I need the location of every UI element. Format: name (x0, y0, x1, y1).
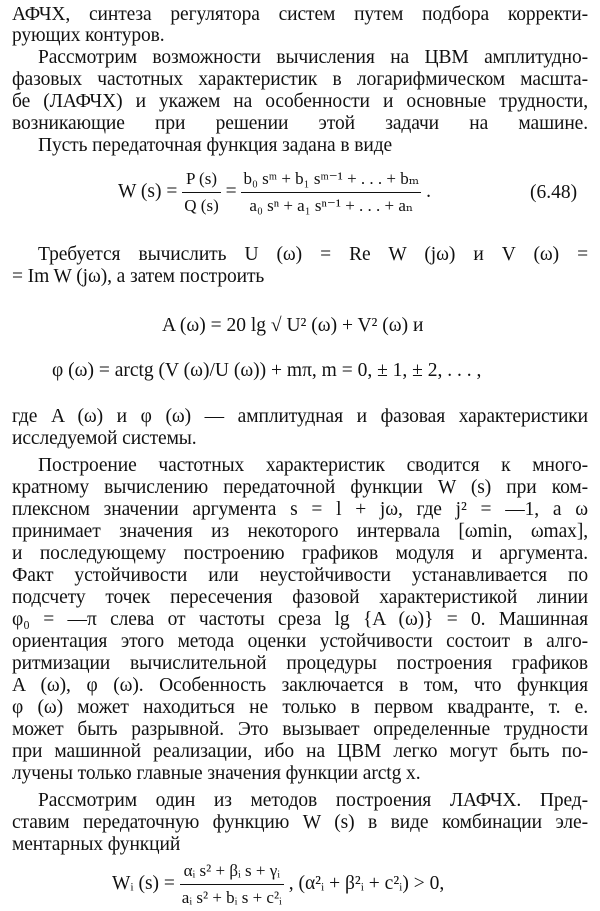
fraction-p-over-q (182, 168, 220, 217)
fraction-numerator: b₀ sᵐ + b₁ sᵐ⁻¹ + . . . + bₘ (241, 168, 421, 193)
text-line: и последующему построению графиков модуля и аргумента. (12, 543, 588, 564)
text-line: Рассмотрим возможности вычисления на ЦВМ амплитудно- (38, 47, 588, 68)
text-line: ставим передаточную функцию W (s) в виде комбинации эле- (12, 812, 588, 833)
fraction-numerator: P (s) (182, 168, 220, 193)
fraction-denominator: aᵢ s² + bᵢ s + c²ᵢ (181, 888, 282, 907)
text-line: возникающие при решении этой задачи на машине. (12, 113, 588, 134)
eq-lhs: Wᵢ (s) = (112, 872, 175, 894)
text-line: φ (ω) может находиться не только в первом квадранте, т. е. (12, 697, 588, 718)
equation-number: (6.48) (530, 182, 578, 203)
text-line: ментарных функций (12, 834, 181, 855)
eq-period: . (426, 180, 431, 202)
text-line: лучены только главные значения функции arctg x. (12, 763, 421, 784)
text-line: Факт устойчивости или неустойчивости устанавливается по (12, 565, 588, 586)
text-line: φ₀ = —π слева от частоты среза lg {A (ω)} = 0. Машинная (12, 609, 588, 630)
eq-equals: = (225, 180, 237, 202)
text-line: Пусть передаточная функция задана в виде (38, 135, 393, 156)
text-line: Построение частотных характеристик сводится к много- (38, 455, 588, 476)
positivity-condition: , (α²ᵢ + β²ᵢ + c²ᵢ) > 0, (288, 872, 445, 894)
fraction-denominator: Q (s) (184, 196, 219, 215)
text-line: рующих контуров. (12, 25, 165, 46)
text-line: бе (ЛАФЧХ) и укажем на особенности и основные трудности, (12, 91, 588, 112)
phase-formula: φ (ω) = arctg (V (ω)/U (ω)) + mπ, m = 0, ± 1, ± 2, . . . , (52, 360, 482, 381)
text-line: Требуется вычислить U (ω) = Re W (jω) и V (ω) = (38, 244, 588, 265)
text-line: АФЧХ, синтеза регулятора систем путем подбора корректи- (12, 4, 588, 25)
text-line: = Im W (jω), а затем построить (12, 266, 265, 287)
equation-6-48 (118, 168, 431, 217)
text-line: Рассмотрим один из методов построения ЛАФЧХ. Пред- (38, 790, 588, 811)
fraction-numerator: αᵢ s² + βᵢ s + γᵢ (180, 860, 284, 885)
eq-lhs: W (s) = (118, 180, 178, 202)
wi-formula (112, 860, 444, 909)
text-line: может быть разрывной. Это вызывает определенные трудности (12, 719, 588, 740)
text-line: принимает значения из некоторого интервала [ωmin, ωmax], (12, 521, 588, 542)
text-line: исследуемой системы. (12, 428, 197, 449)
text-line: плексном значении аргумента s = l + jω, где j² = —1, а ω (12, 499, 588, 520)
fraction-quadratic (180, 860, 284, 909)
text-line: A (ω), φ (ω). Особенность заключается в том, что функция (12, 675, 588, 696)
text-line: где A (ω) и φ (ω) — амплитудная и фазовая характеристики (12, 406, 588, 427)
text-line: кратному вычислению передаточной функции W (s) при ком- (12, 477, 588, 498)
text-line: ориентация этого метода оценки устойчивости состоит в алго- (12, 631, 588, 652)
text-line: подсчету точек пересечения фазовой характеристикой линии (12, 587, 588, 608)
amplitude-formula: A (ω) = 20 lg √ U² (ω) + V² (ω) и (162, 315, 424, 336)
fraction-polynomials (241, 168, 421, 217)
text-line: фазовых частотных характеристик в логарифмическом масшта- (12, 69, 588, 90)
text-line: ритмизации вычислительной процедуры построения графиков (12, 653, 588, 674)
fraction-denominator: a₀ sⁿ + a₁ sⁿ⁻¹ + . . . + aₙ (249, 196, 414, 215)
text-line: при машинной реализации, ибо на ЦВМ легко могут быть по- (12, 741, 588, 762)
